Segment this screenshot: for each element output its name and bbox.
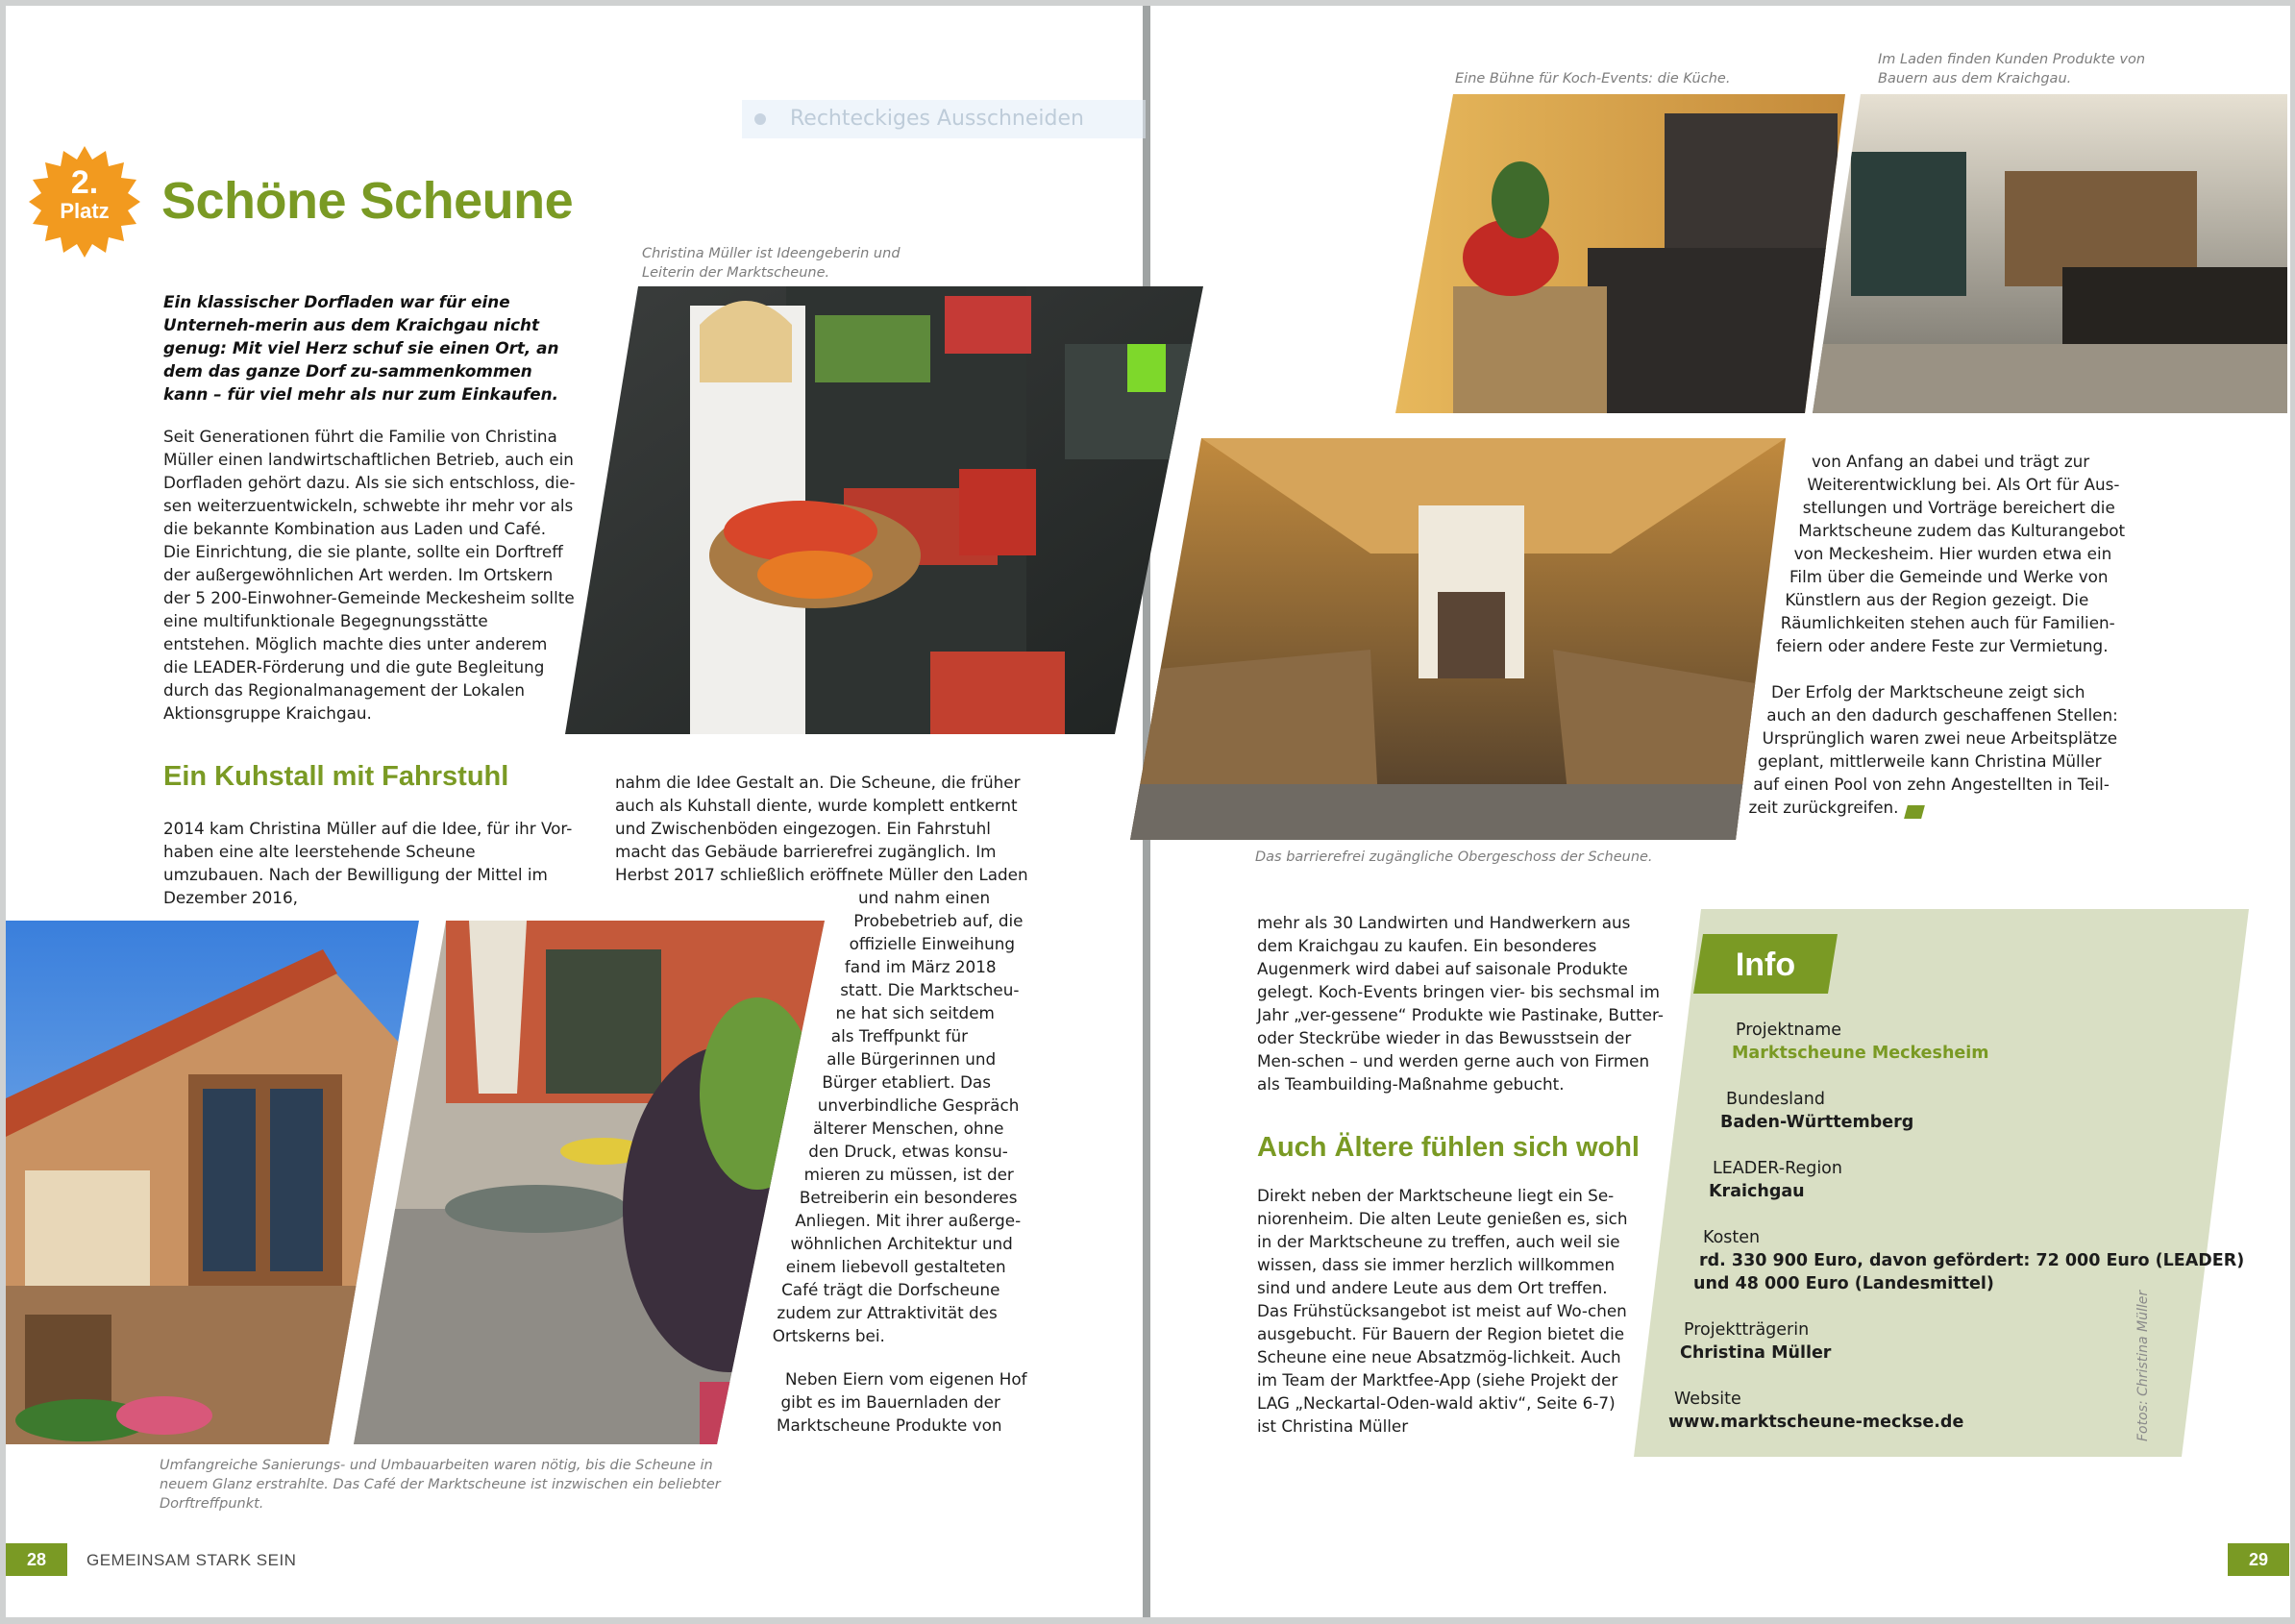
text-line: gibt es im Bauernladen der [780,1392,1000,1412]
text-line: Café trägt die Dorfscheune [781,1280,1000,1299]
text-line: fand im März 2018 [844,957,997,976]
kitchen-photo-caption: Eine Bühne für Koch-Events: die Küche. [1455,71,1731,86]
text-line: mieren zu müssen, ist der [803,1165,1014,1184]
ranking-badge-label [29,165,140,223]
spine-strip [1130,284,1201,840]
kitchen-photo [1395,94,1845,413]
article-lead: Ein klassischer Dorfladen war für eine Unterneh-merin aus dem Kraichgau nicht genug: Mit viel Herz schuf sie einen Ort, an dem das ganze Dorf zu-sammenkommen kann – für viel mehr als nur zum Einkaufen. [163,292,559,404]
article-end-mark [1904,805,1925,819]
text-line: Künstlern aus der Region gezeigt. Die [1785,590,2089,609]
text-line: auch an den dadurch geschaffenen Stellen: [1766,705,2118,725]
text-line: zudem zur Attraktivität des [777,1303,998,1322]
column-2-top-text: nahm die Idee Gestalt an. Die Scheune, die früher auch als Kuhstall diente, wurde komplett entkernt und Zwischenböden eingezogen. Ein Fahrstuhl macht das Gebäude barrierefrei zugänglich. Im Herbst 2017 schließlich eröffnete Müller den Laden [615,773,1028,884]
text-line: älterer Menschen, ohne [813,1119,1004,1138]
badge-number: 2. [70,164,99,201]
text-line: feiern oder andere Feste zur Vermietung. [1776,636,2109,655]
info-projektname: Marktscheune Meckesheim [1732,1044,1989,1063]
photo-credit: Fotos: Christina Müller [2135,1290,2151,1441]
text-line: von Meckesheim. Hier wurden etwa ein [1793,544,2112,563]
text-line: alle Bürgerinnen und [827,1049,997,1069]
text-line: Weiterentwicklung bei. Als Ort für Aus- [1807,475,2120,494]
info-region: Kraichgau [1709,1182,1805,1201]
text-line: stellungen und Vorträge bereichert die [1802,498,2115,517]
intro-paragraph: Seit Generationen führt die Familie von Christina Müller einen landwirtschaftlichen Betrieb, auch ein Dorfladen gehört dazu. Als sie sich entschloss, die-sen weiterzuentwickeln, schwebte ihr mehr vor als die bekannte Kombination aus Laden und Café. Die Einrichtung, die sie plante, sollte ein Dorftreff der außergewöhnlichen Art werden. Im Ortskern der 5 200-Einwohner-Gemeinde Meckesheim sollte eine multifunktionale Begegnungsstätte entstehen. Möglich machte dies unter anderem die LEADER-Förderung und die gute Begleitung durch das Regionalmanagement der Lokalen Aktionsgruppe Kraichgau. [163,427,576,723]
text-line: Neben Eiern vom eigenen Hof [785,1369,1027,1389]
text-line: auf einen Pool von zehn Angestellten in Teil- [1753,775,2110,794]
text-line: ne hat sich seitdem [835,1003,995,1022]
portrait-photo [565,286,1203,734]
section-heading-aeltere: Auch Ältere fühlen sich wohl [1257,1132,1640,1163]
text-line: von Anfang an dabei und trägt zur [1812,452,2090,471]
right-bottom-text: Direkt neben der Marktscheune liegt ein Se-niorenheim. Die alten Leute genießen es, sich in der Marktscheune zu treffen, auch weil sie wissen, dass sie immer herzlich willkommen sind und andere Leute aus dem Ort treffen. Das Frühstücksangebot ist meist auf Wo-chen ausgebucht. Für Bauern der Region bietet die Scheune eine neue Absatzmög-lichkeit. Auch im Team der Marktfee-App (siehe Projekt der LAG „Neckartal-Oden-wald aktiv“, Seite 6-7) ist Christina Müller [1257,1186,1628,1436]
info-region-label: LEADER-Region [1713,1159,1842,1178]
info-website-label: Website [1674,1390,1741,1409]
text-line: unverbindliche Gespräch [817,1095,1020,1115]
badge-word: Platz [60,199,110,223]
text-line: Film über die Gemeinde und Werke von [1789,567,2109,586]
text-line: einem liebevoll gestalteten [785,1257,1006,1276]
info-kosten-line2: und 48 000 Euro (Landesmittel) [1693,1274,1994,1293]
shop-photo-caption: Im Laden finden Kunden Produkte von Bauern aus dem Kraichgau. [1878,52,2146,86]
text-line: Marktscheune zudem das Kulturangebot [1798,521,2126,540]
bottom-photo-caption: Umfangreiche Sanierungs- und Umbauarbeiten waren nötig, bis die Scheune in neuem Glanz erstrahlte. Das Café der Marktscheune ist inzwischen ein beliebter Dorftreffpunkt. [160,1458,721,1512]
info-kosten-line1: rd. 330 900 Euro, davon gefördert: 72 000 Euro (LEADER) [1699,1251,2245,1270]
shop-photo [1813,94,2287,413]
page-number-right: 29 [2228,1543,2289,1576]
upper-floor-hall-photo [1130,438,1786,840]
cafe-courtyard-photo [354,921,834,1444]
info-website: www.marktscheune-meckse.de [1668,1413,1964,1432]
text-line: Bürger etabliert. Das [822,1072,991,1092]
text-line: statt. Die Marktscheu- [840,980,1020,999]
text-line: Der Erfolg der Marktscheune zeigt sich [1771,682,2085,701]
info-heading: Info [1735,947,1796,983]
article-title: Schöne Scheune [161,172,574,230]
info-traeger: Christina Müller [1680,1343,1832,1363]
text-line: und nahm einen [858,888,991,907]
footer-section-title: GEMEINSAM STARK SEIN [86,1551,297,1569]
info-bundesland-label: Bundesland [1726,1090,1825,1109]
hall-photo-caption: Das barrierefrei zugängliche Obergeschoss der Scheune. [1255,849,1653,865]
text-line: als Treffpunkt für [830,1026,969,1046]
snipping-hint: Rechteckiges Ausschneiden [742,100,1146,138]
info-projektname-label: Projektname [1736,1021,1842,1040]
right-top-text [1749,450,2134,657]
section-heading-kuhstall: Ein Kuhstall mit Fahrstuhl [163,761,509,792]
text-line: wöhnlichen Architektur und [790,1234,1013,1253]
text-line: Ursprünglich waren zwei neue Arbeitsplätze [1762,728,2118,748]
right-top-text-2 [1747,680,2132,819]
text-line: Ortskerns bei. [772,1326,885,1345]
portrait-caption: Christina Müller ist Ideengeberin und Leiterin der Marktscheune. [642,246,901,281]
column-1-text: 2014 kam Christina Müller auf die Idee, für ihr Vor-haben eine alte leerstehende Scheune umzubauen. Nach der Bewilligung der Mittel im Dezember 2016, [163,819,573,907]
text-line: Anliegen. Mit ihrer außerge- [795,1211,1022,1230]
info-traeger-label: Projektträgerin [1684,1320,1810,1340]
right-middle-text: mehr als 30 Landwirten und Handwerkern aus dem Kraichgau zu kaufen. Ein besonderes Augenmerk wird dabei auf saisonale Produkte gelegt. Koch-Events bringen vier- bis sechsmal im Jahr „ver-gessene“ Produkte wie Pastinake, Butter- oder Steckrübe wieder in das Bewusstsein der Men-schen – und werden gerne auch von Firmen als Teambuilding-Maßnahme gebucht. [1257,913,1664,1094]
text-line: Räumlichkeiten stehen auch für Familien- [1780,613,2115,632]
text-line: geplant, mittlerweile kann Christina Müller [1757,751,2102,771]
text-line: Probebetrieb auf, die [853,911,1024,930]
page-number-left: 28 [6,1543,67,1576]
info-bundesland: Baden-Württemberg [1720,1113,1914,1132]
text-line: Betreiberin ein besonderes [799,1188,1018,1207]
text-line: zeit zurückgreifen. [1748,798,1899,817]
snipping-hint-icon [754,113,766,125]
text-line: den Druck, etwas konsu- [808,1142,1008,1161]
text-line: Marktscheune Produkte von [777,1415,1002,1435]
info-kosten-label: Kosten [1703,1228,1761,1247]
text-line: offizielle Einweihung [849,934,1016,953]
